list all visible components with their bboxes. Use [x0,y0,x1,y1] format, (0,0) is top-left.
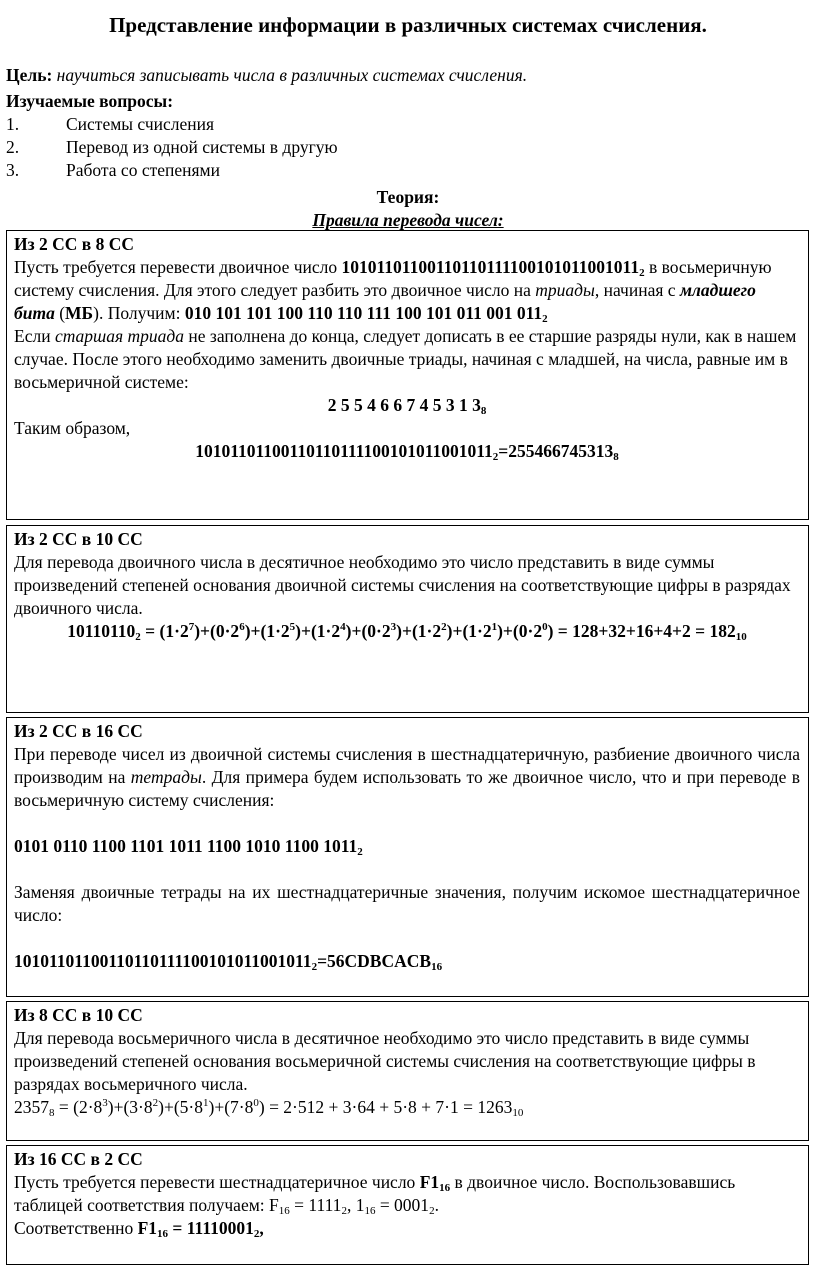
tetrad-groups: 0101 0110 1100 1101 1011 1100 1010 1100 $1011_2$ [14,836,363,858]
goal-text: научиться записывать числа в различных системах счисления. [56,65,528,85]
box-paragraph: Для перевода восьмеричного числа в десятичное необходимо это число представить в виде суммы произведений степеней основания восьмеричной системы счисления на соответствующие цифры в разрядах восьмеричного числа. [14,1028,756,1094]
box-paragraph: Соответственно $F1_{16} = 11110001_2$, [14,1218,264,1240]
box-paragraph: Пусть требуется перевести шестнадцатеричное число $F1_{16}$ в двоичное число. Воспользовавшись таблицей соответствия получаем: $F_{16} = 1111_2$, $1_{16} = 0001_2$. [14,1172,736,1217]
goal-line [6,64,806,87]
rule-box-2-to-8 [6,230,809,520]
page-title: Представление информации в различных системах счисления. [109,13,707,37]
conversion-result: $10101101100110110111100101011001011_2=255466745313_8$ [195,441,619,463]
rule-box-2-to-10 [6,525,809,713]
rule-box-2-to-16 [6,717,809,997]
topics-heading: Изучаемые вопросы: [6,91,174,111]
expansion-formula: $2357_8 = (2\cdot 8^3)+(3\cdot 8^2)+(5\cdot 8^1)+(7\cdot 8^0) = 2\cdot 512 + 3\cdot 64 + 5\cdot 8 + 7\cdot 1 = 1263_{10}$ [14,1097,524,1119]
expansion-formula: $10110110_2 = (1\cdot 2^7)+(0\cdot 2^6)+(1\cdot 2^5)+(1\cdot 2^4)+(0\cdot 2^3)+(1\cdot 2^2)+(1\cdot 2^1)+(0\cdot 2^0) = 128+32+16+4+2 = 182_{10}$ [67,621,747,643]
box-heading: Из 16 СС в 2 СС [14,1149,143,1169]
box-paragraph: Если старшая триада не заполнена до конца, следует дописать в ее старшие разряды нули, как в нашем случае. После этого необходимо заменить двоичные триады, начиная с младшей, на числа, равные им в восьмеричной системе: [14,326,797,392]
rules-heading: Правила перевода чисел: [312,210,504,230]
rule-box-8-to-10 [6,1001,809,1141]
box-paragraph: Заменяя двоичные тетрады на их шестнадцатеричные значения, получим искомое шестнадцатеричное число: [14,882,800,925]
list-item: 3. Работа со степенями [6,160,220,180]
rule-box-16-to-2 [6,1145,809,1265]
list-item: 2. Перевод из одной системы в другую [6,137,338,157]
box-paragraph: Для перевода двоичного числа в десятичное необходимо это число представить в виде суммы произведений степеней основания двоичной системы счисления на соответствующие цифры в разрядах двоичного числа. [14,552,791,618]
goal-label: Цель: [6,65,53,85]
conversion-result: $10101101100110110111100101011001011_2=56CDBCACB_{16}$ [14,951,443,973]
box-heading: Из 2 СС в 16 СС [14,721,143,741]
box-heading: Из 2 СС в 10 СС [14,529,143,549]
box-heading: Из 8 СС в 10 СС [14,1005,143,1025]
list-item: 1. Системы счисления [6,114,215,134]
box-paragraph: При переводе чисел из двоичной системы счисления в шестнадцатеричную, разбиение двоичного числа производим на тетрады. Для примера будем использовать то же двоичное число, что и при переводе в восьмеричную систему счисления: [14,744,801,810]
theory-heading: Теория: [376,187,440,207]
thus-label: Таким образом, [14,418,131,438]
topics-list [6,113,806,182]
box-paragraph: Пусть требуется перевести двоичное число $10101101100110110111100101011001011_2$ в восьмеричную систему счисления. Для этого следует разбить это двоичное число на триады, начиная с младшего бита (МБ). Получим: 010 101 101 100 110 110 111 100 101 011 001 $011_2$ [14,257,772,325]
octal-digits: 2 5 5 4 6 6 7 4 5 3 1 $3_8$ [327,395,487,417]
box-heading: Из 2 СС в 8 СС [14,234,135,254]
